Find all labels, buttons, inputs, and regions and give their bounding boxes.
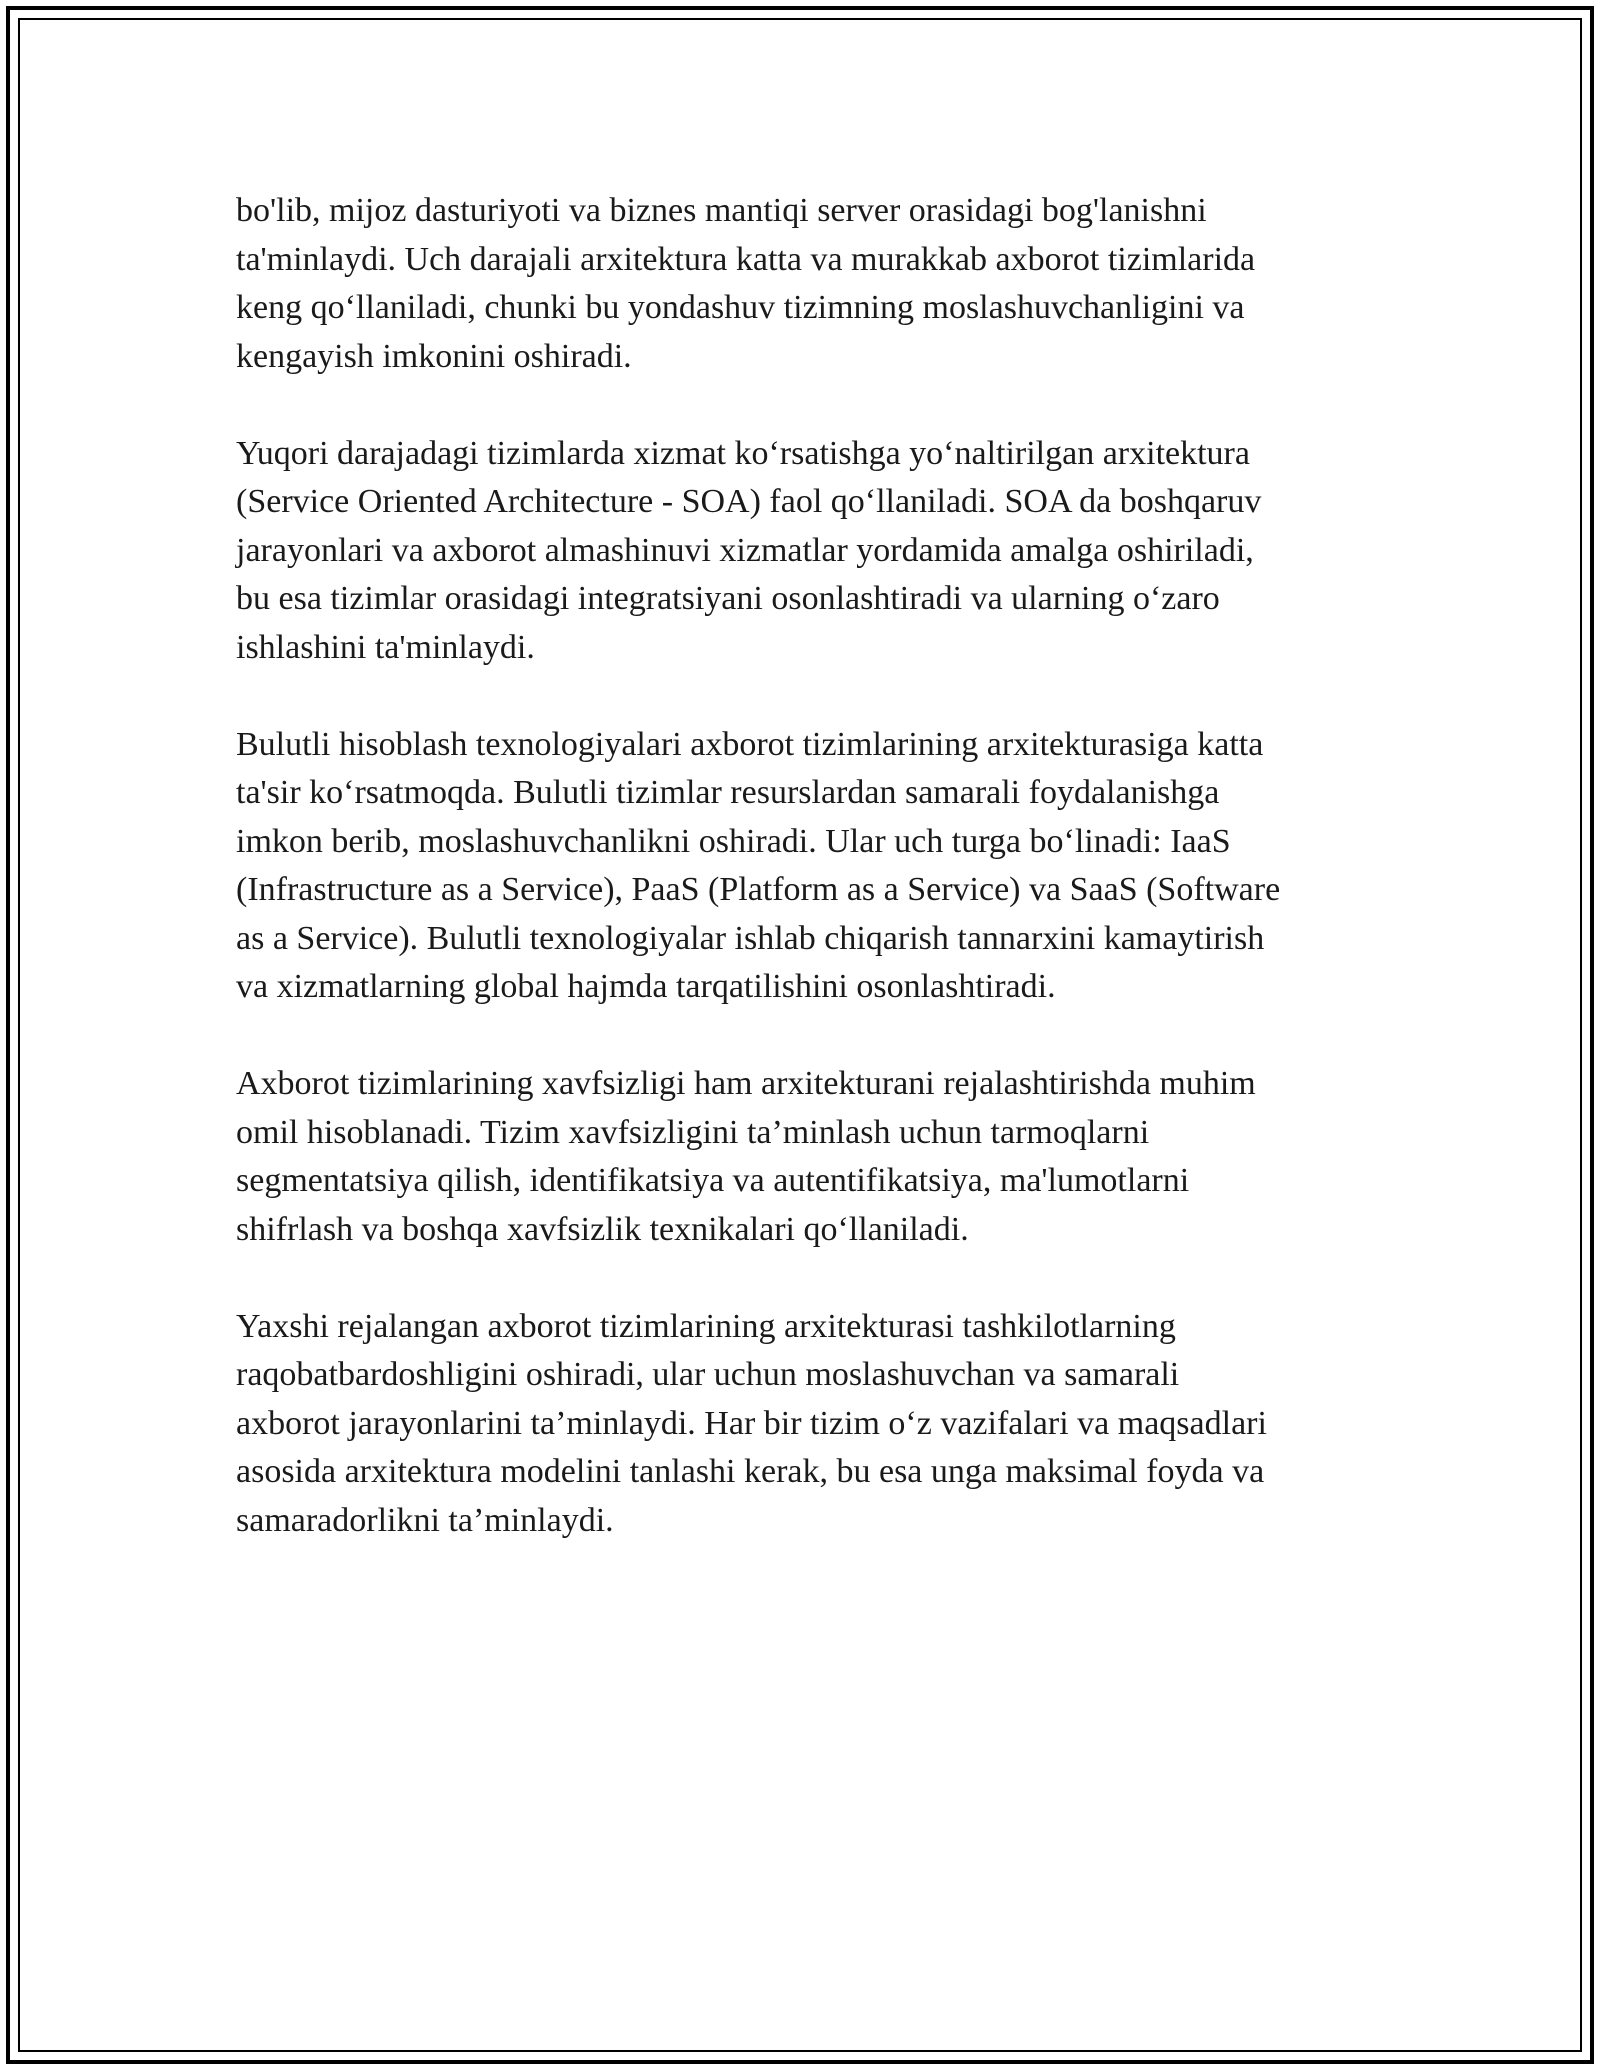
- paragraph-cloud-computing: Bulutli hisoblash texnologiyalari axborot tizimlarining arxitekturasiga katta ta'sir ko‘rsatmoqda. Bulutli tizimlar resurslardan samarali foydalanishga imkon berib, moslashuvchanlikni oshiradi. Ular uch turga bo‘linadi: IaaS (Infrastructure as a Service), PaaS (Platform as a Service) va SaaS (Software as a Service). Bulutli texnologiyalar ishlab chiqarish tannarxini kamaytirish va xizmatlarning global hajmda tarqatilishini osonlashtiradi.: [236, 725, 1281, 1005]
- paragraph-soa: Yuqori darajadagi tizimlarda xizmat ko‘rsatishga yo‘naltirilgan arxitektura (Service Oriented Architecture - SOA) faol qo‘llaniladi. SOA da boshqaruv jarayonlari va axborot almashinuvi xizmatlar yordamida amalga oshiriladi, bu esa tizimlar orasidagi integratsiyani osonlashtiradi va ularning o‘zaro ishlashini ta'minlaydi.: [236, 434, 1262, 666]
- paragraph-three-tier-architecture: bo'lib, mijoz dasturiyoti va biznes mantiqi server orasidagi bog'lanishni ta'minlaydi. Uch darajali arxitektura katta va murakkab axborot tizimlarida keng qo‘llaniladi, chunki bu yondashuv tizimning moslashuvchanligini va kengayish imkonini oshiradi.: [236, 192, 1256, 375]
- document-body: [236, 187, 1396, 1594]
- paragraph-conclusion: Yaxshi rejalangan axborot tizimlarining arxitekturasi tashkilotlarning raqobatbardoshligini oshiradi, ular uchun moslashuvchan va samarali axborot jarayonlarini ta’minlaydi. Har bir tizim o‘z vazifalari va maqsadlari asosida arxitektura modelini tanlashi kerak, bu esa unga maksimal foyda va samaradorlikni ta’minlaydi.: [236, 1307, 1267, 1539]
- paragraph-security: Axborot tizimlarining xavfsizligi ham arxitekturani rejalashtirishda muhim omil hisoblanadi. Tizim xavfsizligini ta’minlash uchun tarmoqlarni segmentatsiya qilish, identifikatsiya va autentifikatsiya, ma'lumotlarni shifrlash va boshqa xavfsizlik texnikalari qo‘llaniladi.: [236, 1065, 1256, 1248]
